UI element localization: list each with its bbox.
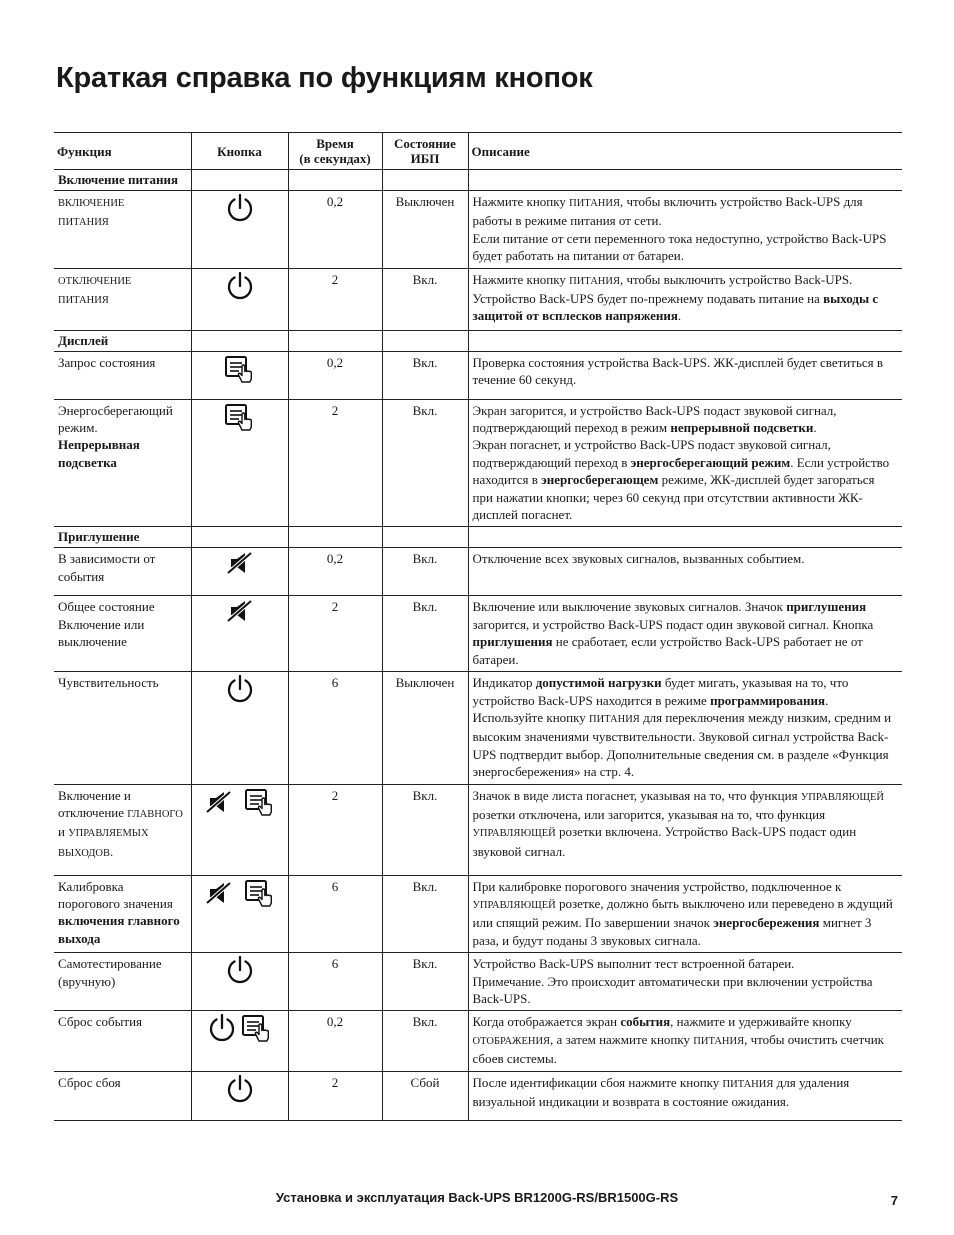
row-function: ОТКЛЮЧЕНИЕ ПИТАНИЯ bbox=[54, 268, 191, 330]
row-function: Энергосберегающий режим. Непрерывная подсветка bbox=[54, 399, 191, 527]
row-state: Вкл. bbox=[382, 399, 468, 527]
row-state: Выключен bbox=[382, 191, 468, 269]
row-description: Включение или выключение звуковых сигналов. Значок приглушения загорится, и устройство Back-UPS подаст один звуковой сигнал. Кнопка приглушения не сработает, если устройство Back-UPS работает не от батареи. bbox=[468, 596, 902, 672]
row-description: Устройство Back-UPS выполнит тест встроенной батареи. Примечание. Это происходит автоматически при включении устройства Back-UPS. bbox=[468, 953, 902, 1011]
table-row bbox=[54, 351, 902, 399]
header-description: Описание bbox=[468, 133, 902, 170]
row-function: Запрос состояния bbox=[54, 351, 191, 399]
power-icon bbox=[225, 955, 255, 985]
table-row bbox=[54, 596, 902, 672]
table-row bbox=[54, 784, 902, 875]
row-function: В зависимости от события bbox=[54, 548, 191, 596]
row-time: 2 bbox=[288, 596, 382, 672]
section-title: Дисплей bbox=[54, 330, 191, 351]
header-time: Время (в секундах) bbox=[288, 133, 382, 170]
table-row bbox=[54, 548, 902, 596]
table-row bbox=[54, 399, 902, 527]
display-hand-icon bbox=[241, 1013, 273, 1043]
row-button bbox=[191, 268, 288, 330]
row-time: 0,2 bbox=[288, 1011, 382, 1071]
row-state: Вкл. bbox=[382, 351, 468, 399]
row-button bbox=[191, 548, 288, 596]
row-function: Самотестирование (вручную) bbox=[54, 953, 191, 1011]
row-time: 0,2 bbox=[288, 351, 382, 399]
row-description: Экран загорится, и устройство Back-UPS подаст звуковой сигнал, подтверждающий переход в режим непрерывной подсветки. Экран погаснет, и устройство Back-UPS подаст звуковой сигнал, подтверждающий переход в энергосберегающий режим. Если устройство находится в энергосберегающем режиме, ЖК-дисплей будет загораться при нажатии кнопки; через 60 секунд при отсутствии активности ЖК-дисплей погаснет. bbox=[468, 399, 902, 527]
display-hand-icon bbox=[224, 354, 256, 384]
row-state: Сбой bbox=[382, 1071, 468, 1120]
row-time: 6 bbox=[288, 672, 382, 784]
power-icon bbox=[225, 271, 255, 301]
row-button bbox=[191, 672, 288, 784]
button-function-table bbox=[54, 132, 902, 1121]
header-button: Кнопка bbox=[191, 133, 288, 170]
row-button bbox=[191, 191, 288, 269]
row-button bbox=[191, 351, 288, 399]
row-description: Значок в виде листа погаснет, указывая на то, что функция УПРАВЛЯЮЩЕЙ розетки отключена, или загорится, указывая на то, что функция УПРАВЛЯЮЩЕЙ розетки включена. Устройство Back-UPS подаст один звуковой сигнал. bbox=[468, 784, 902, 875]
section-title: Приглушение bbox=[54, 527, 191, 548]
row-state: Вкл. bbox=[382, 875, 468, 953]
table-row bbox=[54, 953, 902, 1011]
row-time: 6 bbox=[288, 875, 382, 953]
row-state: Вкл. bbox=[382, 596, 468, 672]
mute-speaker-icon bbox=[225, 550, 255, 576]
power-icon bbox=[225, 674, 255, 704]
row-description: Проверка состояния устройства Back-UPS. ЖК-дисплей будет светиться в течение 60 секунд. bbox=[468, 351, 902, 399]
row-time: 0,2 bbox=[288, 191, 382, 269]
row-description: Когда отображается экран события, нажмите и удерживайте кнопку ОТОБРАЖЕНИЯ, а затем нажмите кнопку ПИТАНИЯ, чтобы очистить счетчик сбоев системы. bbox=[468, 1011, 902, 1071]
power-icon bbox=[225, 1074, 255, 1104]
display-hand-icon bbox=[244, 787, 276, 817]
row-function: Чувствительность bbox=[54, 672, 191, 784]
mute-speaker-icon bbox=[204, 880, 234, 906]
row-state: Вкл. bbox=[382, 953, 468, 1011]
row-description: Нажмите кнопку ПИТАНИЯ, чтобы включить устройство Back-UPS для работы в режиме питания от сети. Если питание от сети переменного тока недоступно, устройство Back-UPS будет работать на питании от батареи. bbox=[468, 191, 902, 269]
row-time: 2 bbox=[288, 1071, 382, 1120]
power-icon bbox=[225, 193, 255, 223]
row-description: При калибровке порогового значения устройство, подключенное к УПРАВЛЯЮЩЕЙ розетке, должно быть выключено или переведено в ждущий или спящий режим. По завершении значок энергосбережения мигнет 3 раза, и будут поданы 3 звуковых сигнала. bbox=[468, 875, 902, 953]
row-function: ВКЛЮЧЕНИЕ ПИТАНИЯ bbox=[54, 191, 191, 269]
page-title: Краткая справка по функциям кнопок bbox=[56, 62, 593, 94]
row-time: 2 bbox=[288, 784, 382, 875]
header-function: Функция bbox=[54, 133, 191, 170]
table-header bbox=[54, 133, 902, 170]
row-button bbox=[191, 784, 288, 875]
row-description: После идентификации сбоя нажмите кнопку ПИТАНИЯ для удаления визуальной индикации и возврата в состояние ожидания. bbox=[468, 1071, 902, 1120]
section-title: Включение питания bbox=[54, 170, 191, 191]
row-description: Отключение всех звуковых сигналов, вызванных событием. bbox=[468, 548, 902, 596]
row-function: Сброс события bbox=[54, 1011, 191, 1071]
table-row bbox=[54, 268, 902, 330]
display-hand-icon bbox=[244, 878, 276, 908]
section-display bbox=[54, 330, 902, 351]
footer-text: Установка и эксплуатация Back-UPS BR1200G-RS/BR1500G-RS bbox=[275, 1190, 679, 1205]
page-number: 7 bbox=[890, 1193, 898, 1208]
row-function: Общее состояние Включение или выключение bbox=[54, 596, 191, 672]
section-mute bbox=[54, 527, 902, 548]
row-button bbox=[191, 875, 288, 953]
row-function: Сброс сбоя bbox=[54, 1071, 191, 1120]
table-row bbox=[54, 191, 902, 269]
header-state: Состояние ИБП bbox=[382, 133, 468, 170]
mute-speaker-icon bbox=[204, 789, 234, 815]
row-button bbox=[191, 953, 288, 1011]
section-power bbox=[54, 170, 902, 191]
power-icon bbox=[207, 1013, 237, 1043]
table-row bbox=[54, 875, 902, 953]
row-time: 0,2 bbox=[288, 548, 382, 596]
row-time: 2 bbox=[288, 268, 382, 330]
row-description: Индикатор допустимой нагрузки будет мигать, указывая на то, что устройство Back-UPS находится в режиме программирования. Используйте кнопку ПИТАНИЯ для переключения между низким, средним и высоким значениями чувствительности. Звуковой сигнал устройства Back-UPS подтвердит выбор. Дополнительные сведения см. в разделе «Функция энергосбережения» на стр. 4. bbox=[468, 672, 902, 784]
row-button bbox=[191, 1071, 288, 1120]
row-function: Включение и отключение ГЛАВНОГО и УПРАВЛЯЕМЫХ ВЫХОДОВ. bbox=[54, 784, 191, 875]
row-button bbox=[191, 596, 288, 672]
display-hand-icon bbox=[224, 402, 256, 432]
row-state: Вкл. bbox=[382, 268, 468, 330]
row-time: 6 bbox=[288, 953, 382, 1011]
row-state: Вкл. bbox=[382, 1011, 468, 1071]
row-button bbox=[191, 1011, 288, 1071]
row-button bbox=[191, 399, 288, 527]
row-state: Вкл. bbox=[382, 548, 468, 596]
row-state: Выключен bbox=[382, 672, 468, 784]
mute-speaker-icon bbox=[225, 598, 255, 624]
row-description: Нажмите кнопку ПИТАНИЯ, чтобы выключить устройство Back-UPS. Устройство Back-UPS будет по-прежнему подавать питание на выходы с защитой от всплесков напряжения. bbox=[468, 268, 902, 330]
row-time: 2 bbox=[288, 399, 382, 527]
row-state: Вкл. bbox=[382, 784, 468, 875]
table-row bbox=[54, 1071, 902, 1120]
row-function: Калибровка порогового значения включения главного выхода bbox=[54, 875, 191, 953]
table-row bbox=[54, 1011, 902, 1071]
table-row bbox=[54, 672, 902, 784]
